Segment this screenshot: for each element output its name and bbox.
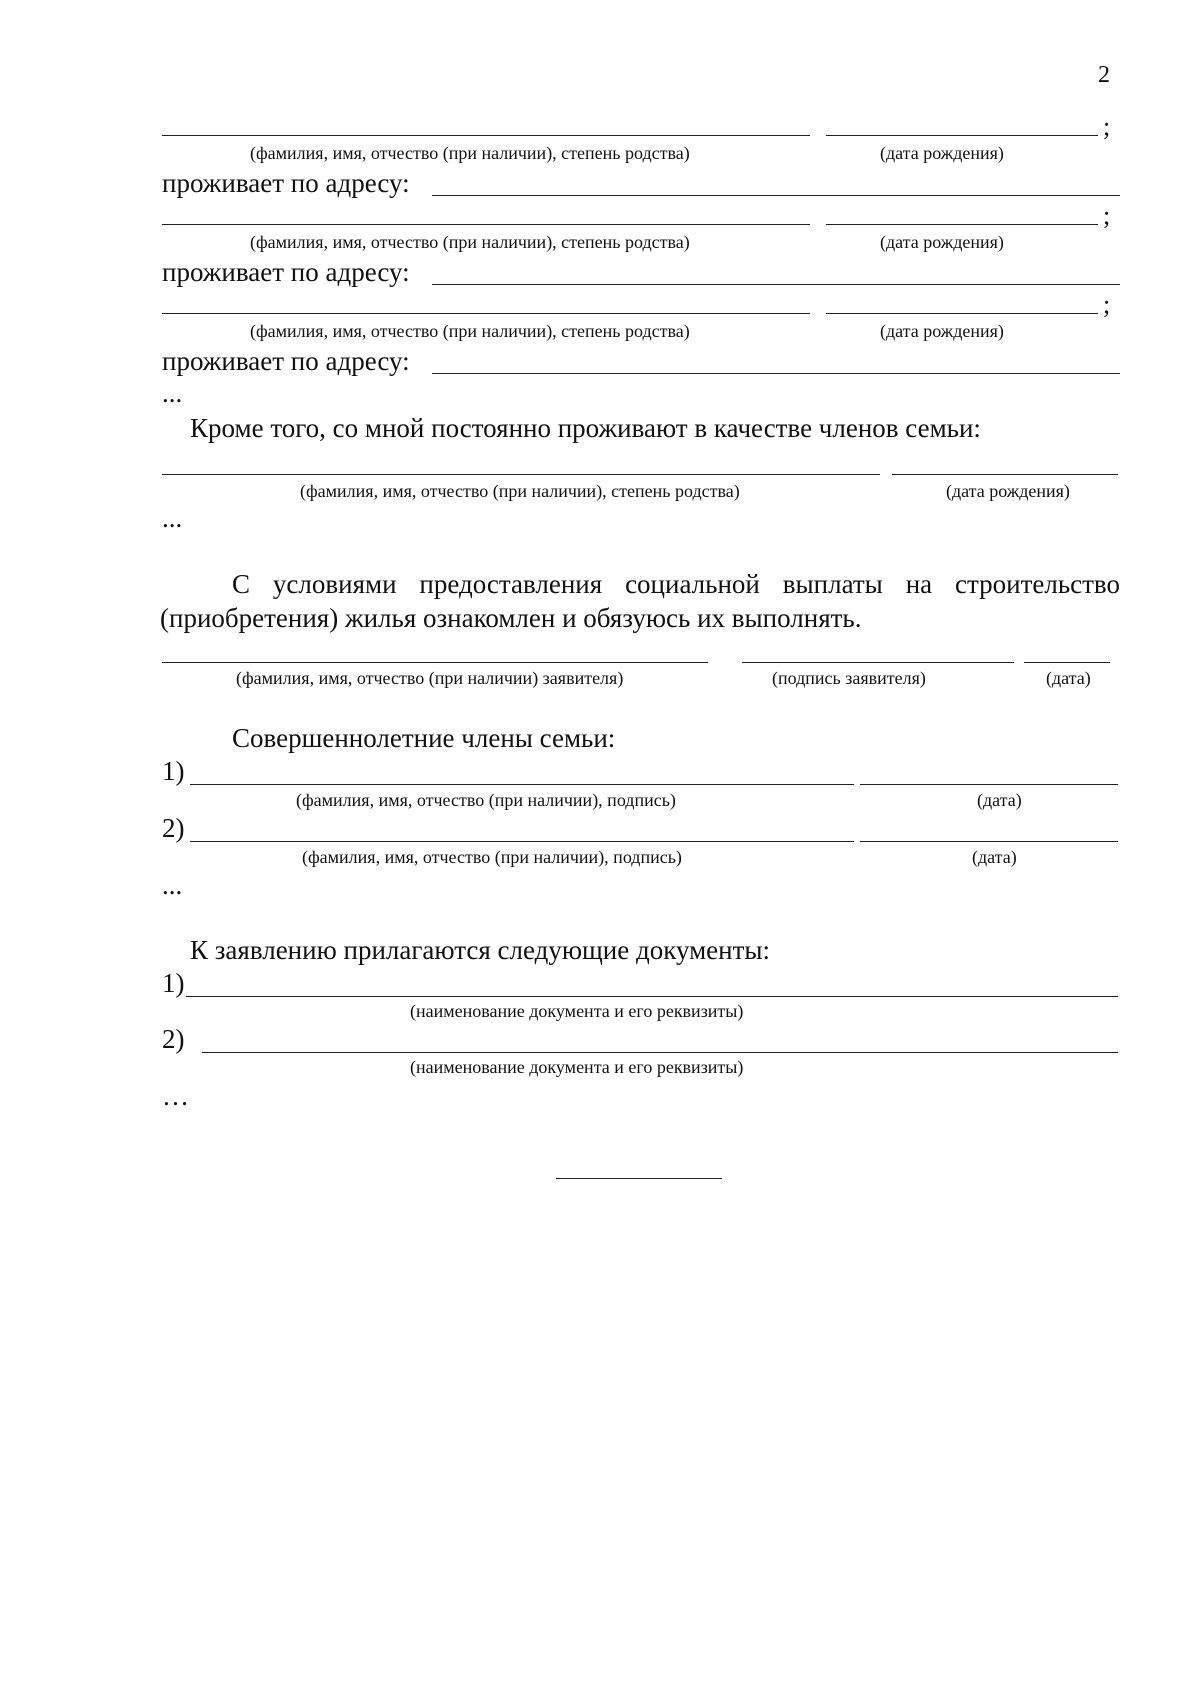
document-caption: (наименование документа и его реквизиты) xyxy=(410,1057,744,1077)
applicant-signature-caption: (подпись заявителя) xyxy=(772,668,926,688)
ellipsis: ... xyxy=(162,870,183,900)
address-label: проживает по адресу: xyxy=(162,168,410,198)
adult-date-line[interactable] xyxy=(860,841,1118,842)
birth-caption: (дата рождения) xyxy=(880,232,1004,252)
address-line[interactable] xyxy=(432,284,1120,285)
applicant-date-caption: (дата) xyxy=(1046,668,1091,688)
birth-caption: (дата рождения) xyxy=(880,321,1004,341)
family-fio-line[interactable] xyxy=(162,474,880,475)
row-number: 1) xyxy=(162,756,185,786)
fio-caption: (фамилия, имя, отчество (при наличии), степень родства) xyxy=(250,321,690,341)
applicant-fio-caption: (фамилия, имя, отчество (при наличии) заявителя) xyxy=(236,668,624,688)
ellipsis: ... xyxy=(162,378,183,408)
adult-members-heading: Совершеннолетние члены семьи: xyxy=(232,723,616,753)
birth-caption: (дата рождения) xyxy=(880,143,1004,163)
adult-date-caption: (дата) xyxy=(972,847,1017,867)
document-line[interactable] xyxy=(186,996,1118,997)
page-number: 2 xyxy=(1098,62,1110,88)
document-line[interactable] xyxy=(202,1052,1118,1053)
adult-date-caption: (дата) xyxy=(977,790,1022,810)
birth-date-line[interactable] xyxy=(826,135,1098,136)
family-birth-caption: (дата рождения) xyxy=(946,481,1070,501)
fio-line[interactable] xyxy=(162,313,810,314)
fio-line[interactable] xyxy=(162,224,810,225)
applicant-date-line[interactable] xyxy=(1024,662,1110,663)
address-line[interactable] xyxy=(432,373,1120,374)
family-heading: Кроме того, со мной постоянно проживают в качестве членов семьи: xyxy=(190,413,981,443)
adult-fio-line[interactable] xyxy=(190,841,854,842)
semicolon: ; xyxy=(1103,290,1111,319)
birth-date-line[interactable] xyxy=(826,224,1098,225)
adult-date-line[interactable] xyxy=(860,784,1118,785)
document-caption: (наименование документа и его реквизиты) xyxy=(410,1001,744,1021)
birth-date-line[interactable] xyxy=(826,313,1098,314)
final-ellipsis: … xyxy=(162,1081,189,1111)
closing-separator xyxy=(556,1178,722,1179)
adult-fio-caption: (фамилия, имя, отчество (при наличии), подпись) xyxy=(302,847,682,867)
row-number: 1) xyxy=(162,968,185,998)
row-number: 2) xyxy=(162,1024,185,1054)
adult-fio-caption: (фамилия, имя, отчество (при наличии), подпись) xyxy=(296,790,676,810)
semicolon: ; xyxy=(1103,201,1111,230)
conditions-paragraph: С условиями предоставления социальной выплаты на строительство (приобретения) жилья ознакомлен и обязуюсь их выполнять. xyxy=(160,569,1120,633)
fio-caption: (фамилия, имя, отчество (при наличии), степень родства) xyxy=(250,143,690,163)
documents-heading: К заявлению прилагаются следующие документы: xyxy=(190,935,771,965)
applicant-fio-line[interactable] xyxy=(162,662,708,663)
family-fio-caption: (фамилия, имя, отчество (при наличии), степень родства) xyxy=(300,481,740,501)
address-line[interactable] xyxy=(432,195,1120,196)
family-birth-line[interactable] xyxy=(892,474,1118,475)
applicant-signature-line[interactable] xyxy=(742,662,1014,663)
fio-line[interactable] xyxy=(162,135,810,136)
adult-fio-line[interactable] xyxy=(190,784,854,785)
address-label: проживает по адресу: xyxy=(162,346,410,376)
row-number: 2) xyxy=(162,813,185,843)
fio-caption: (фамилия, имя, отчество (при наличии), степень родства) xyxy=(250,232,690,252)
address-label: проживает по адресу: xyxy=(162,257,410,287)
ellipsis: ... xyxy=(162,503,183,533)
semicolon: ; xyxy=(1103,112,1111,141)
